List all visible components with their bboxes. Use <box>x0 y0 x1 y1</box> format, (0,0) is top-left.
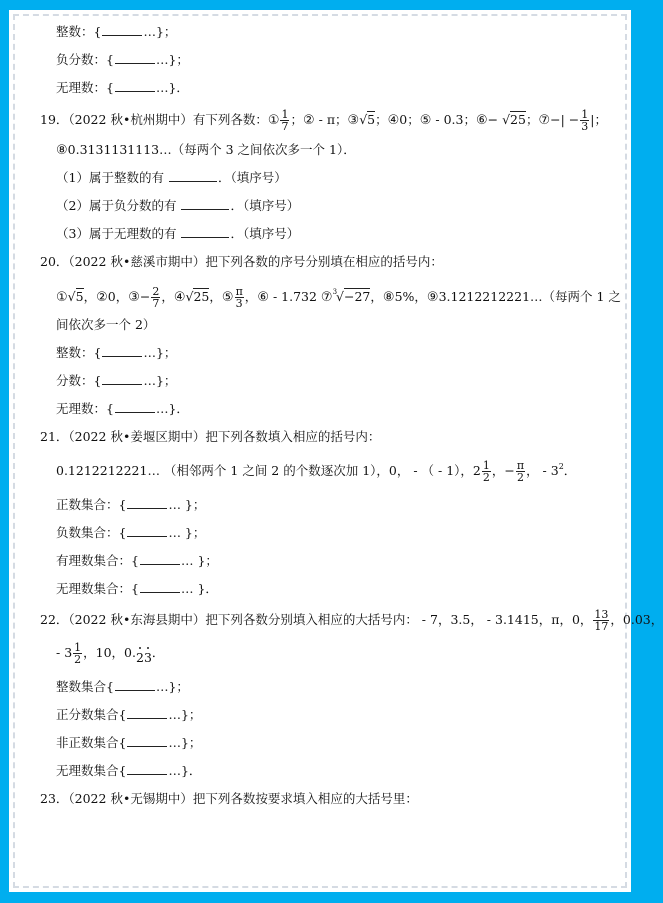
value: 间依次多一个 2） <box>56 317 156 332</box>
set-label: 负数集合：{ <box>56 525 127 540</box>
answer-blank[interactable] <box>127 735 167 747</box>
q22-set-line <box>56 735 201 751</box>
q22-stem-cont <box>56 642 164 665</box>
value: ． <box>151 645 165 660</box>
value: - 1.732 <box>268 289 321 304</box>
numerator: 1 <box>482 459 490 472</box>
repeat-dot-icon <box>139 647 141 649</box>
circled-number: ⑧ <box>382 290 395 305</box>
answer-blank[interactable] <box>140 581 180 593</box>
value: ，0.03， <box>610 612 663 627</box>
circled-number: ⑦ <box>320 290 333 305</box>
answer-blank[interactable] <box>102 24 142 36</box>
value: - 3 <box>56 645 73 660</box>
set-tail: …}． <box>155 80 189 95</box>
set-tail: … }． <box>180 581 218 596</box>
value: ． <box>563 463 577 478</box>
value: 5%， <box>394 289 427 304</box>
separator: ， <box>161 289 174 304</box>
set-tail: …}． <box>168 763 202 778</box>
set-irrational-line <box>56 80 189 96</box>
numerator: 1 <box>281 108 289 121</box>
sub-question: （3）属于无理数的有 <box>56 226 177 241</box>
denominator: 17 <box>594 620 609 633</box>
set-integer-line <box>56 24 176 40</box>
answer-blank[interactable] <box>102 345 142 357</box>
fraction <box>482 460 491 483</box>
q20-header <box>40 254 443 270</box>
answer-blank[interactable] <box>181 198 229 210</box>
radicand: 25 <box>510 112 526 127</box>
value: ， - 3 <box>526 463 559 478</box>
q21-set-line <box>56 553 218 569</box>
set-label: 正分数集合{ <box>56 707 127 722</box>
fraction <box>235 286 244 309</box>
question-header: 22．（2022 秋•东海县期中）把下列各数分别填入相应的大括号内： - 7，3.5， - 3.1415，π，0， <box>40 612 593 627</box>
separator: ， <box>83 289 97 304</box>
set-label: 整数：{ <box>56 24 102 39</box>
value: - π； <box>314 112 348 127</box>
set-tail: …}； <box>143 24 177 39</box>
set-label: 正数集合：{ <box>56 497 127 512</box>
circled-number: ② <box>96 290 108 305</box>
answer-blank[interactable] <box>127 525 167 537</box>
q20-numbers <box>56 286 621 309</box>
q19-stem-cont <box>56 142 356 159</box>
set-label: 负分数：{ <box>56 52 114 67</box>
circled-number: ⑦ <box>538 113 551 128</box>
sub-question-tail: ．（填序号） <box>230 198 300 213</box>
set-label: 整数集合{ <box>56 679 114 694</box>
separator: ， <box>209 289 222 304</box>
set-label: 无理数：{ <box>56 401 114 416</box>
circled-number: ⑥ <box>475 113 488 128</box>
circled-number: ⑤ <box>221 290 234 305</box>
root-index: 3 <box>332 288 338 296</box>
repeating-digit-value: 3 <box>143 650 152 665</box>
q22-set-line <box>56 679 189 695</box>
answer-blank[interactable] <box>115 401 155 413</box>
denominator: 2 <box>74 653 82 666</box>
q21-header <box>40 429 380 445</box>
q20-set-line <box>56 373 176 389</box>
set-neg-fraction-line <box>56 52 189 68</box>
q20-numbers-cont <box>56 317 155 333</box>
denominator: 7 <box>281 120 289 133</box>
q22-stem <box>40 609 663 632</box>
answer-blank[interactable] <box>127 707 167 719</box>
repeating-digit <box>136 647 144 665</box>
q20-set-line <box>56 401 189 417</box>
value: - 0.3； <box>431 112 476 127</box>
circled-number: ⑨ <box>426 290 439 305</box>
value: |； <box>590 112 607 127</box>
set-tail: …}； <box>155 679 189 694</box>
radicand: −27 <box>344 289 371 304</box>
numerator: π <box>235 285 243 298</box>
circled-number: ③ <box>128 290 140 305</box>
denominator: 3 <box>235 297 243 310</box>
radicand: 5 <box>75 289 84 304</box>
sqrt-icon: √ <box>359 112 368 127</box>
numerator: 2 <box>152 285 160 298</box>
answer-blank[interactable] <box>102 373 142 385</box>
set-label: 无理数：{ <box>56 80 114 95</box>
numerator: 1 <box>581 108 589 121</box>
q22-set-line <box>56 707 201 723</box>
denominator: 7 <box>152 297 160 310</box>
fraction <box>151 286 160 309</box>
repeating-digit <box>144 647 152 665</box>
question-header: 20．（2022 秋•慈溪市期中）把下列各数的序号分别填在相应的括号内： <box>40 254 443 269</box>
fraction <box>280 109 289 132</box>
answer-blank[interactable] <box>140 553 180 565</box>
value: 3.1212212221…（每两个 1 之 <box>438 289 621 304</box>
set-tail: …}； <box>168 735 202 750</box>
sub-question: （2）属于负分数的有 <box>56 198 177 213</box>
numerator: π <box>516 459 525 472</box>
fraction <box>593 609 609 632</box>
radicand: 25 <box>193 289 210 304</box>
question-header: 19．（2022 秋•杭州期中）有下列各数： <box>40 112 268 127</box>
separator: ； <box>525 112 539 127</box>
worksheet-page <box>9 10 663 892</box>
radicand: 5 <box>367 112 376 127</box>
sqrt-icon: − √ <box>487 112 511 127</box>
q21-set-line <box>56 497 205 513</box>
answer-blank[interactable] <box>115 52 155 64</box>
value: 0， <box>107 289 129 304</box>
answer-blank[interactable] <box>181 226 229 238</box>
q23-header <box>40 791 418 807</box>
fraction <box>73 642 82 665</box>
repeating-digit-value: 2 <box>136 650 144 665</box>
separator: ； <box>375 112 388 127</box>
circled-number: ⑥ <box>257 290 269 305</box>
answer-blank[interactable] <box>115 679 155 691</box>
sqrt-icon: √ <box>67 289 76 304</box>
value: 0.1212212221… （相邻两个 1 之间 2 的个数逐次加 1），0， - （ - 1），2 <box>56 463 481 478</box>
set-label: 分数：{ <box>56 373 102 388</box>
circled-number: ② <box>303 113 315 128</box>
set-tail: …}． <box>155 401 189 416</box>
answer-blank[interactable] <box>115 80 155 92</box>
circled-number: ④ <box>387 113 400 128</box>
page-content <box>9 10 663 892</box>
separator: ； <box>290 112 303 127</box>
exponent: 2 <box>558 462 564 471</box>
q19-stem <box>40 109 607 132</box>
set-tail: …}； <box>155 52 189 67</box>
q21-numbers <box>56 460 576 483</box>
denominator: 3 <box>581 120 589 133</box>
q19-sub-1 <box>56 170 287 186</box>
circled-number: ⑤ <box>419 113 432 128</box>
answer-blank[interactable] <box>169 170 217 182</box>
sqrt-icon: √ <box>336 289 344 304</box>
sqrt-icon: √ <box>185 289 194 304</box>
numerator: 13 <box>594 608 609 621</box>
q19-sub-3 <box>56 226 299 242</box>
question-header: 23．（2022 秋•无锡期中）把下列各数按要求填入相应的大括号里： <box>40 791 418 806</box>
q21-set-line <box>56 525 205 541</box>
set-tail: …}； <box>168 707 202 722</box>
circled-number: ① <box>56 290 68 305</box>
answer-blank[interactable] <box>127 497 167 509</box>
value: ，10，0. <box>83 645 136 660</box>
separator: ， <box>244 289 258 304</box>
sub-question-tail: ．（填序号） <box>217 170 287 185</box>
question-header: 21．（2022 秋•姜堰区期中）把下列各数填入相应的括号内： <box>40 429 381 444</box>
q21-set-line <box>56 581 218 597</box>
sub-question-tail: ．（填序号） <box>230 226 300 241</box>
circled-number: ④ <box>173 290 186 305</box>
set-tail: … }； <box>168 525 206 540</box>
set-label: 有理数集合：{ <box>56 553 139 568</box>
value: − <box>139 289 151 304</box>
answer-blank[interactable] <box>127 763 167 775</box>
circled-number: ① <box>267 113 280 128</box>
set-label: 无理数集合{ <box>56 763 127 778</box>
fraction <box>580 109 589 132</box>
denominator: 2 <box>482 471 490 484</box>
value: −| − <box>550 112 580 127</box>
set-tail: …}； <box>143 373 177 388</box>
denominator: 2 <box>516 471 524 484</box>
set-tail: … }； <box>180 553 218 568</box>
fraction <box>516 460 525 483</box>
q19-sub-2 <box>56 198 299 214</box>
sub-question: （1）属于整数的有 <box>56 170 164 185</box>
value: ，− <box>491 463 515 478</box>
separator: ， <box>370 289 383 304</box>
set-label: 非正数集合{ <box>56 735 127 750</box>
set-label: 整数：{ <box>56 345 102 360</box>
set-tail: …}； <box>143 345 177 360</box>
circled-number: ③ <box>347 113 360 128</box>
repeat-dot-icon <box>147 647 149 649</box>
value: 0.3131131113…（每两个 3 之间依次多一个 1）． <box>67 142 356 157</box>
q22-set-line <box>56 763 201 779</box>
circled-number: ⑧ <box>56 143 68 158</box>
numerator: 1 <box>74 641 82 654</box>
value: 0； <box>399 112 420 127</box>
q20-set-line <box>56 345 176 361</box>
set-label: 无理数集合：{ <box>56 581 139 596</box>
set-tail: … }； <box>168 497 206 512</box>
